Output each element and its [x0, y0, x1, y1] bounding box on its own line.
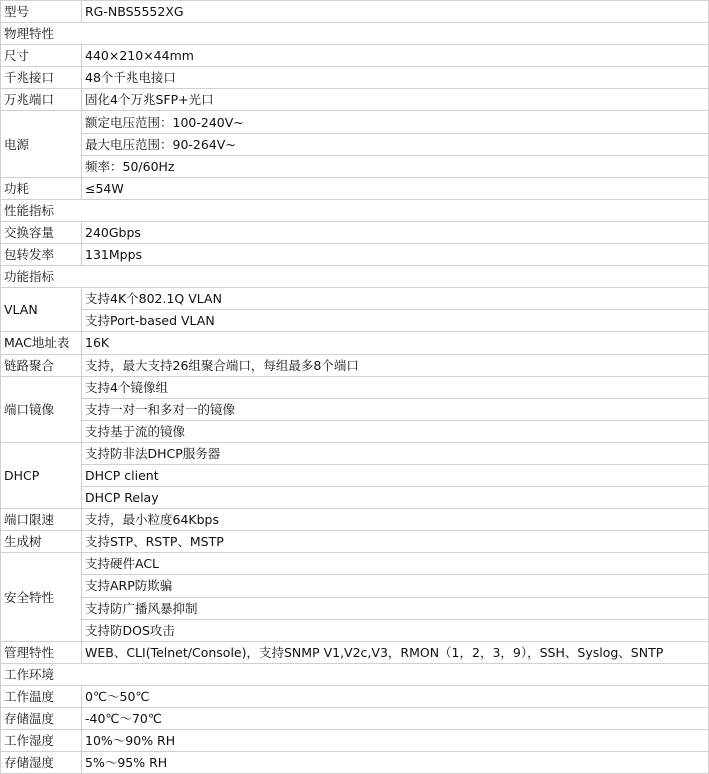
spec-row	[1, 597, 709, 619]
spec-row	[1, 752, 709, 774]
spec-row	[1, 442, 709, 464]
spec-label: 包转发率	[1, 244, 82, 266]
spec-value: 支持ARP防欺骗	[82, 575, 709, 597]
spec-label: 电源	[1, 111, 82, 177]
spec-value: DHCP client	[82, 464, 709, 486]
spec-label: 工作湿度	[1, 730, 82, 752]
spec-row	[1, 155, 709, 177]
section-row	[1, 23, 709, 45]
spec-value: 支持基于流的镜像	[82, 420, 709, 442]
spec-value: WEB、CLI(Telnet/Console)，支持SNMP V1,V2c,V3，RMON（1，2，3，9），SSH、Syslog、SNTP	[82, 641, 709, 663]
spec-value: 额定电压范围：100-240V~	[82, 111, 709, 133]
spec-row	[1, 67, 709, 89]
spec-label: 链路聚合	[1, 354, 82, 376]
spec-value: 频率：50/60Hz	[82, 155, 709, 177]
spec-label: 存储温度	[1, 708, 82, 730]
spec-row	[1, 509, 709, 531]
spec-row	[1, 420, 709, 442]
spec-value: 440×210×44mm	[82, 45, 709, 67]
spec-label: 安全特性	[1, 553, 82, 641]
section-row	[1, 266, 709, 288]
spec-label: VLAN	[1, 288, 82, 332]
spec-value: 最大电压范围：90-264V~	[82, 133, 709, 155]
spec-label: 万兆端口	[1, 89, 82, 111]
spec-row	[1, 398, 709, 420]
spec-label: 端口镜像	[1, 376, 82, 442]
spec-value: 支持硬件ACL	[82, 553, 709, 575]
spec-row	[1, 177, 709, 199]
spec-label: 功耗	[1, 177, 82, 199]
spec-value: 48个千兆电接口	[82, 67, 709, 89]
spec-row	[1, 531, 709, 553]
section-heading: 功能指标	[1, 266, 709, 288]
spec-row	[1, 244, 709, 266]
spec-row	[1, 619, 709, 641]
spec-value: 支持STP、RSTP、MSTP	[82, 531, 709, 553]
spec-value: -40℃～70℃	[82, 708, 709, 730]
spec-value: RG-NBS5552XG	[82, 1, 709, 23]
spec-value: 131Mpps	[82, 244, 709, 266]
spec-row	[1, 89, 709, 111]
spec-label: 工作温度	[1, 685, 82, 707]
spec-row	[1, 45, 709, 67]
spec-value: 固化4个万兆SFP+光口	[82, 89, 709, 111]
spec-label: DHCP	[1, 442, 82, 508]
spec-value: 10%～90% RH	[82, 730, 709, 752]
spec-row	[1, 288, 709, 310]
spec-value: 支持一对一和多对一的镜像	[82, 398, 709, 420]
spec-label: MAC地址表	[1, 332, 82, 354]
spec-row	[1, 133, 709, 155]
spec-row	[1, 221, 709, 243]
spec-label: 管理特性	[1, 641, 82, 663]
spec-value: 支持防DOS攻击	[82, 619, 709, 641]
spec-row	[1, 553, 709, 575]
spec-row	[1, 730, 709, 752]
spec-value: 16K	[82, 332, 709, 354]
spec-label: 存储湿度	[1, 752, 82, 774]
spec-row	[1, 332, 709, 354]
spec-row	[1, 111, 709, 133]
spec-value: 5%～95% RH	[82, 752, 709, 774]
spec-value: 支持防广播风暴抑制	[82, 597, 709, 619]
spec-table-body	[1, 1, 709, 774]
spec-label: 尺寸	[1, 45, 82, 67]
spec-row	[1, 464, 709, 486]
spec-label: 交换容量	[1, 221, 82, 243]
spec-label: 型号	[1, 1, 82, 23]
section-heading: 物理特性	[1, 23, 709, 45]
spec-row	[1, 708, 709, 730]
spec-value: 240Gbps	[82, 221, 709, 243]
spec-value: DHCP Relay	[82, 487, 709, 509]
spec-row	[1, 575, 709, 597]
section-row	[1, 663, 709, 685]
spec-label: 生成树	[1, 531, 82, 553]
spec-value: 支持，最小粒度64Kbps	[82, 509, 709, 531]
spec-value: 支持，最大支持26组聚合端口，每组最多8个端口	[82, 354, 709, 376]
spec-value: 0℃～50℃	[82, 685, 709, 707]
spec-row	[1, 487, 709, 509]
spec-value: ≤54W	[82, 177, 709, 199]
spec-row	[1, 641, 709, 663]
spec-value: 支持4个镜像组	[82, 376, 709, 398]
spec-row	[1, 376, 709, 398]
spec-row	[1, 354, 709, 376]
spec-row	[1, 685, 709, 707]
section-heading: 性能指标	[1, 199, 709, 221]
spec-value: 支持Port-based VLAN	[82, 310, 709, 332]
spec-value: 支持防非法DHCP服务器	[82, 442, 709, 464]
section-row	[1, 199, 709, 221]
spec-label: 千兆接口	[1, 67, 82, 89]
spec-label: 端口限速	[1, 509, 82, 531]
section-heading: 工作环境	[1, 663, 709, 685]
spec-row	[1, 310, 709, 332]
spec-row	[1, 1, 709, 23]
spec-value: 支持4K个802.1Q VLAN	[82, 288, 709, 310]
